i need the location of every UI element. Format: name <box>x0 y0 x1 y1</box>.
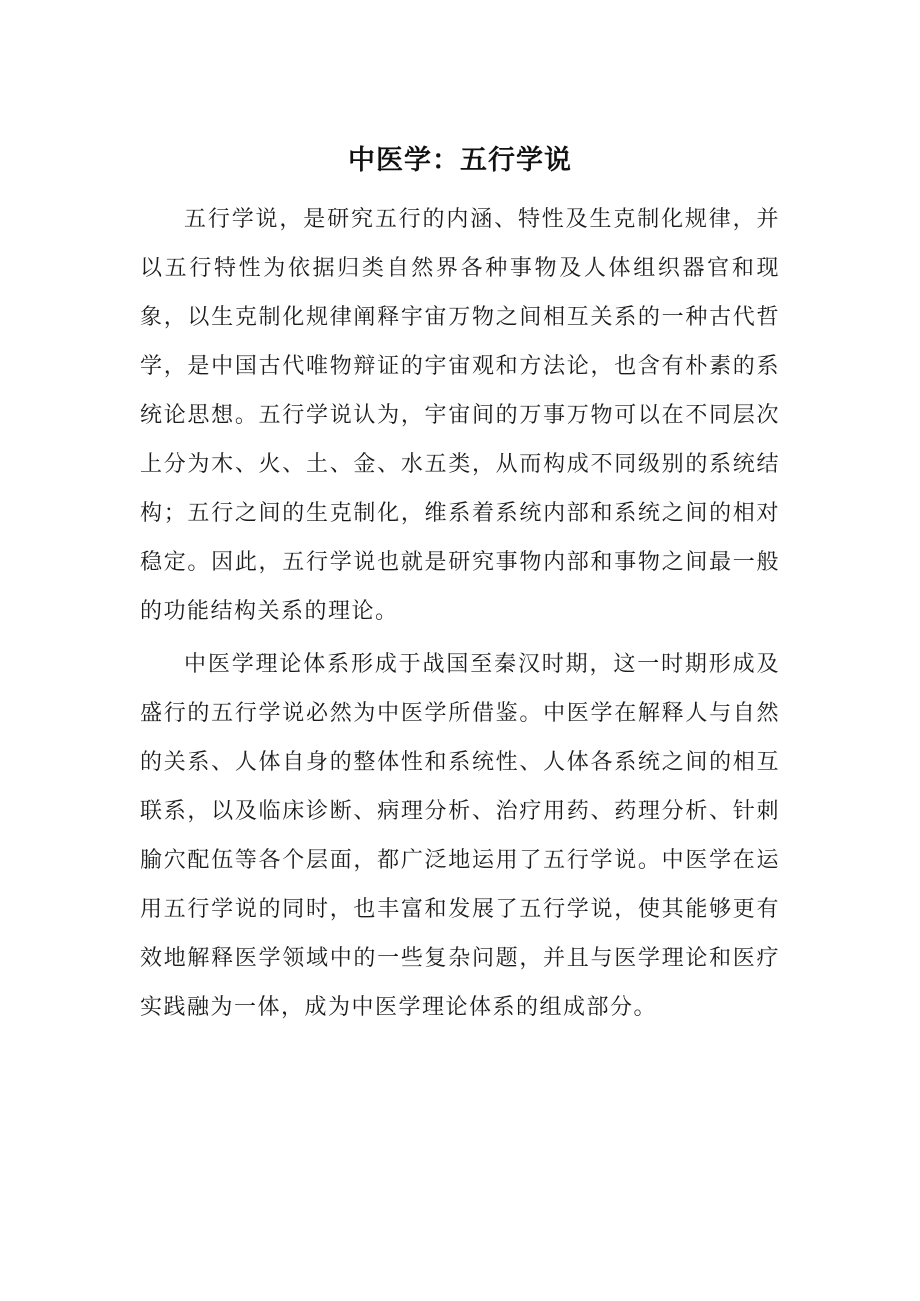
body-paragraph-1: 五行学说，是研究五行的内涵、特性及生克制化规律，并以五行特性为依据归类自然界各种事物及人体组织器官和现象，以生克制化规律阐释宇宙万物之间相互关系的一种古代哲学，是中国古代唯物辩证的宇宙观和方法论，也含有朴素的系统论思想。五行学说认为，宇宙间的万事万物可以在不同层次上分为木、火、土、金、水五类，从而构成不同级别的系统结构；五行之间的生克制化，维系着系统内部和系统之间的相对稳定。因此，五行学说也就是研究事物内部和事物之间最一般的功能结构关系的理论。 <box>140 207 780 624</box>
body-paragraph-2: 中医学理论体系形成于战国至秦汉时期，这一时期形成及盛行的五行学说必然为中医学所借鉴。中医学在解释人与自然的关系、人体自身的整体性和系统性、人体各系统之间的相互联系，以及临床诊断、病理分析、治疗用药、药理分析、针刺腧穴配伍等各个层面，都广泛地运用了五行学说。中医学在运用五行学说的同时，也丰富和发展了五行学说，使其能够更有效地解释医学领域中的一些复杂问题，并且与医学理论和医疗实践融为一体，成为中医学理论体系的组成部分。 <box>140 652 780 1020</box>
document-title: 中医学：五行学说 <box>348 145 572 176</box>
